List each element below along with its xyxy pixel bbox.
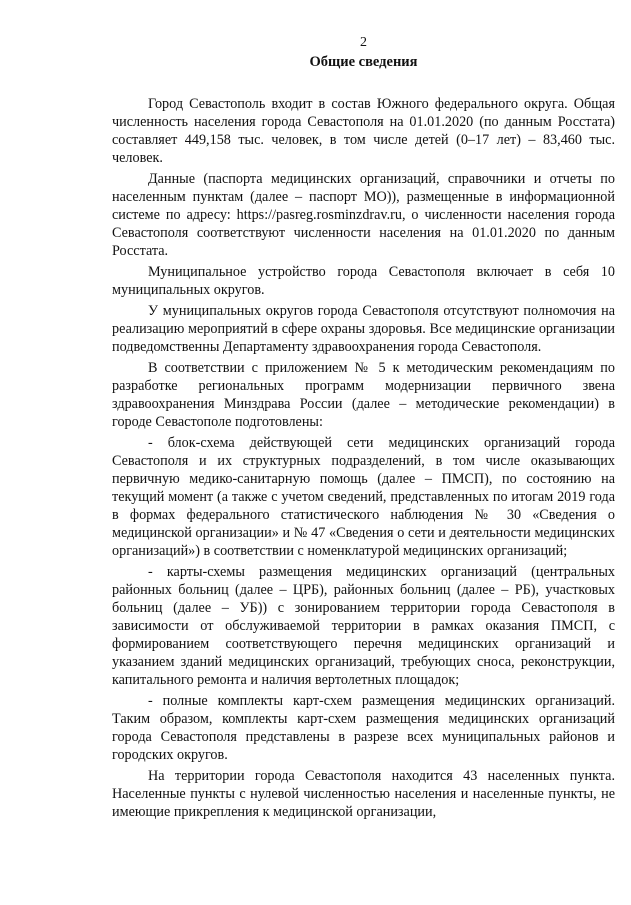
paragraph-data-sources: Данные (паспорта медицинских организаций, справочники и отчеты по населенным пунктам (далее – паспорт МО)), размещенные в информационной системе по адресу: https://pasreg.rosminzdrav.ru, о численности населения города Севастополя соответствуют численности населения на 01.01.2020 по данным Росстата.: [112, 171, 615, 259]
paragraph-municipal-structure: Муниципальное устройство города Севастополя включает в себя 10 муниципальных округов.: [112, 264, 615, 298]
paragraph-settlements: На территории города Севастополя находится 43 населенных пункта. Населенные пункты с нулевой численностью населения и населенные пункты, не имеющие прикрепления к медицинской организации,: [112, 768, 615, 820]
list-item-block-diagram: - блок-схема действующей сети медицинских организаций города Севастополя и их структурных подразделений, в том числе оказывающих первичную медико-санитарную помощь (далее – ПМСП), по состоянию на текущий момент (а также с учетом сведений, представленных по итогам 2019 года в формах федерального статистического наблюдения № 30 «Сведения о медицинской организации» и № 47 «Сведения о сети и деятельности медицинских организаций») в соответствии с номенклатурой медицинских организаций;: [112, 435, 615, 559]
list-item-map-schemes: - карты-схемы размещения медицинских организаций (центральных районных больниц (далее – ЦРБ), районных больниц (далее – РБ), участковых больниц (далее – УБ)) с зонированием территории города Севастополя в зависимости от обслуживаемой территории в рамках оказания ПМСП, с формированием соответствующего перечня медицинских организаций и указанием зданий медицинских организаций, требующих сноса, реконструкции, капитального ремонта и наличия вертолетных площадок;: [112, 564, 615, 688]
paragraph-region-population: Город Севастополь входит в состав Южного федерального округа. Общая численность населения города Севастополя на 01.01.2020 (по данным Росстата) составляет 449,158 тыс. человек, в том числе детей (0–17 лет) – 83,460 тыс. человек.: [112, 96, 615, 166]
paragraph-municipal-powers: У муниципальных округов города Севастополя отсутствуют полномочия на реализацию мероприятий в сфере охраны здоровья. Все медицинские организации подведомственны Департаменту здравоохранения города Севастополя.: [112, 303, 615, 355]
paragraph-methodical-recommendations: В соответствии с приложением № 5 к методическим рекомендациям по разработке региональных программ модернизации первичного звена здравоохранения Минздрава России (далее – методические рекомендации) в городе Севастополе подготовлены:: [112, 360, 615, 430]
page-number: 2: [360, 35, 367, 50]
section-title: Общие сведения: [309, 54, 418, 70]
list-item-complete-sets: - полные комплекты карт-схем размещения медицинских организаций. Таким образом, комплекты карт-схем размещения медицинских организаций города Севастополя представлены в разрезе всех муниципальных районов и городских округов.: [112, 693, 615, 763]
